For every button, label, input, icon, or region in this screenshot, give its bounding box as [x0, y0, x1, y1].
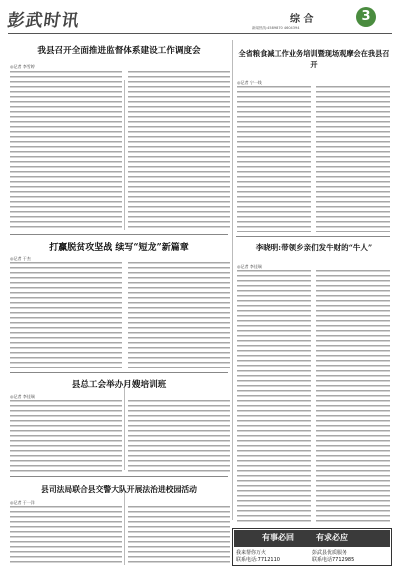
page-number-badge: 3 [356, 7, 376, 27]
article-headline: 我县召开全面推进监督体系建设工作调度会 [37, 46, 201, 56]
ad-hotline-label: 我来帮你万火 [236, 550, 267, 556]
article-byline: ◎记者 宁一线 [237, 80, 262, 85]
article-body [128, 71, 230, 230]
article-body [128, 506, 230, 564]
column-divider [124, 490, 125, 565]
ad-contact-area [236, 549, 388, 563]
article-body [316, 270, 390, 522]
article-body [10, 400, 122, 472]
article-body [10, 506, 122, 564]
ad-hotline-number: 联系电话:7712110 [236, 557, 280, 563]
ad-slogan-right: 有求必应 [316, 532, 348, 542]
masthead: 彭武时讯 [6, 11, 81, 31]
article-body [10, 71, 122, 230]
article-headline: 全省粮食减工作业务培训暨现场观摩会在我县召开 [238, 49, 390, 69]
article-headline: 县总工会举办月嫂培训班 [71, 380, 167, 390]
column-divider [232, 40, 233, 520]
article-body [128, 400, 230, 472]
article-byline: ◎记者 李雪婷 [10, 64, 35, 69]
article-headline: 县司法局联合县交警大队开展法治进校园活动 [41, 485, 197, 494]
article-byline: ◎记者 于杰 [10, 256, 31, 261]
article-headline: 李晓明:带领乡亲们发牛财的“牛人” [255, 243, 373, 252]
article-body [10, 262, 122, 368]
section-name: 综 合 [290, 14, 314, 25]
article-body [316, 86, 390, 232]
section-divider [236, 236, 390, 237]
article-byline: ◎记者 李佳瑞 [10, 394, 35, 399]
column-divider [124, 80, 125, 230]
article-headline: 打赢脱贫攻坚战 续写“短龙”新篇章 [49, 243, 189, 253]
article-byline: ◎记者 李佳瑞 [237, 264, 262, 269]
ad-slogan-left: 有事必回 [262, 532, 294, 542]
column-divider [124, 380, 125, 470]
header-rule [8, 33, 392, 34]
article-body [237, 270, 311, 522]
ad-slogan-band [234, 530, 390, 547]
section-divider [10, 476, 228, 477]
ad-service-label: 彭武县优质服务 [312, 550, 348, 556]
service-advertisement [232, 528, 392, 566]
section-divider [10, 234, 228, 235]
article-body [237, 86, 311, 232]
ad-service-number: 联系电话7712985 [312, 557, 355, 563]
section-divider [10, 372, 228, 373]
publication-info: 新闻热线:4589870 4604394 [252, 26, 300, 30]
article-body [128, 262, 230, 368]
article-byline: ◎记者 于一洋 [10, 500, 35, 505]
